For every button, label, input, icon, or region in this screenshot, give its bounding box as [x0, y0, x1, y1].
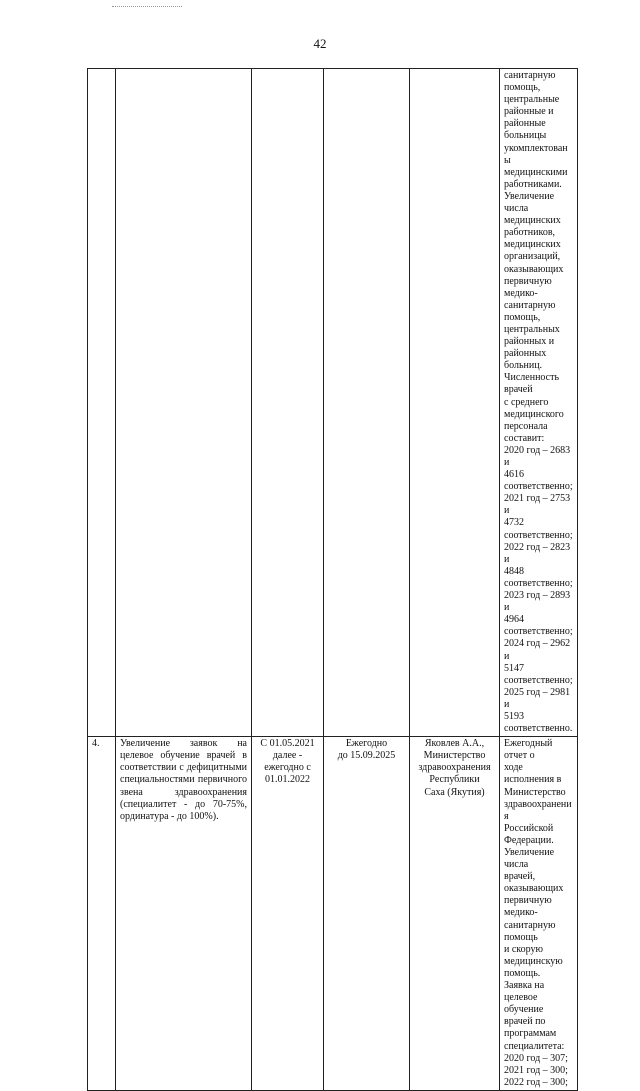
measures-table: [87, 68, 578, 1091]
responsible-cell: Яковлев А.А., Министерство здравоохранения Республики Саха (Якутия): [410, 737, 500, 1091]
result-cell: Ежегодный отчет о ходе исполнения в Министерство здравоохранения Российской Федерации. Увеличение числа врачей, оказывающих первичную медико- санитарную помощь и скорую медицинскую помощь. Заявка на целевое обучение врачей по программам специалитета: 2020 год – 307; 2021 год – 300; 2022 год – 300;: [500, 737, 578, 1091]
result-cell: санитарную помощь, центральные районные и районные больницы укомплектованы медицинскими работниками. Увеличение числа медицинских работников, медицинских организаций, оказывающих первичную медико- санитарную помощь, центральных районных и районных больниц. Численность врачей с среднего медицинского персонала составит: 2020 год – 2683 и 4616 соответственно; 2021 год – 2753 и 4732 соответственно; 2022 год – 2823 и 4848 соответственно; 2023 год – 2893 и 4964 соответственно; 2024 год – 2962 и 5147 соответственно; 2025 год – 2981 и 5193 соответственно.: [500, 69, 578, 737]
table-row: [88, 737, 578, 1091]
table-row: [88, 69, 578, 737]
period-cell: Ежегодно до 15.09.2025: [324, 737, 410, 1091]
activity-cell: Увеличение заявок на целевое обучение врачей в соответствии с дефицитными специальностями первичного звена здравоохранения (специалитет - до 70-75%, ординатура - до 100%).: [116, 737, 252, 1091]
scan-artifact: [112, 6, 182, 11]
start-date-cell: [252, 69, 324, 737]
page-number: 42: [313, 36, 327, 51]
start-date-cell: С 01.05.2021 далее - ежегодно с 01.01.2022: [252, 737, 324, 1091]
row-number: 4.: [88, 737, 116, 1091]
period-cell: [324, 69, 410, 737]
responsible-cell: [410, 69, 500, 737]
row-number: [88, 69, 116, 737]
activity-cell: [116, 69, 252, 737]
